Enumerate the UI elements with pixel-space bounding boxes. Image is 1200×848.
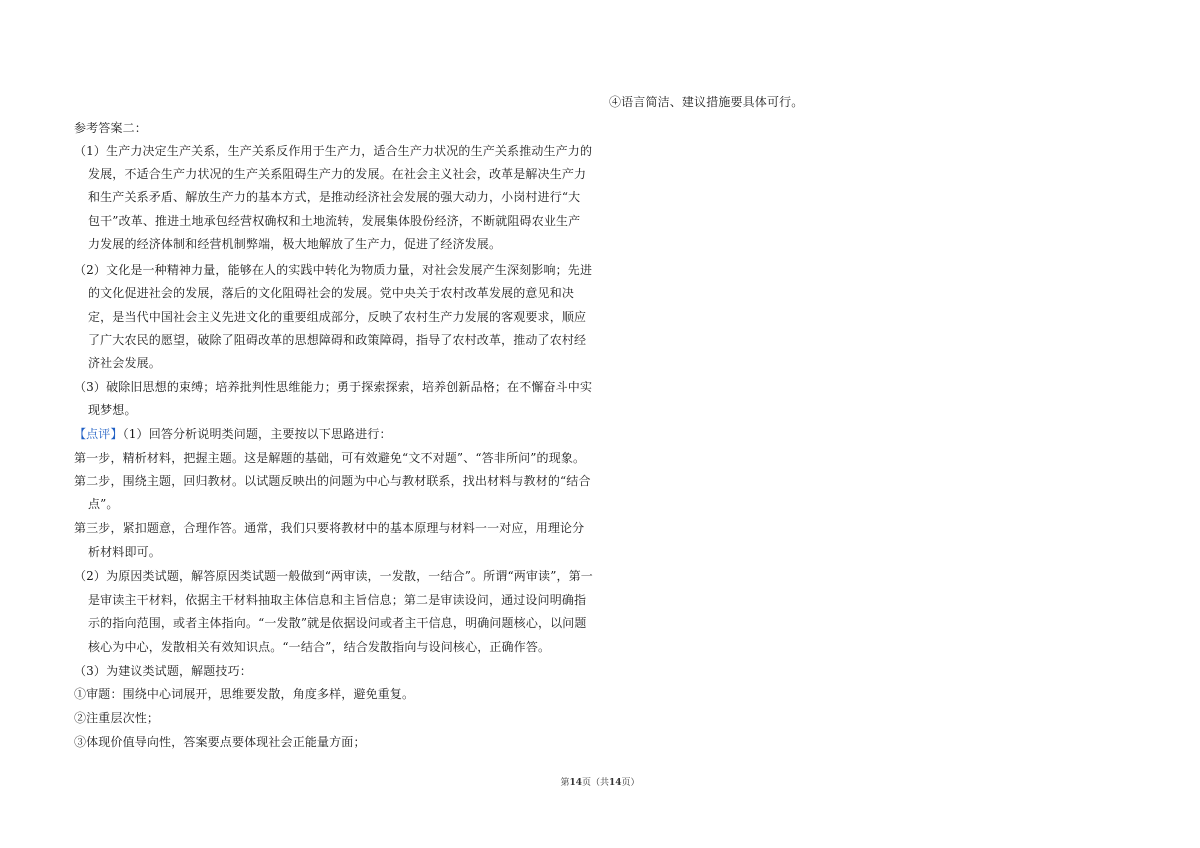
answer-p3-line: （3）破除旧思想的束缚；培养批判性思维能力；勇于探索探索，培养创新品格；在不懈奋斗中实	[74, 380, 593, 394]
page-footer	[0, 775, 1200, 788]
answer-p3-line: 现梦想。	[88, 403, 137, 417]
page-number: 14	[569, 778, 582, 788]
comment-step3-line: 析材料即可。	[88, 545, 161, 559]
footer-mid: 页（共	[581, 778, 609, 788]
comment-p2-line: （2）为原因类试题，解答原因类试题一般做到“两审读，一发散，一结合”。所谓“两审读”，第一	[74, 569, 593, 583]
comment-tip-1: ①审题：围绕中心词展开，思维要发散，角度多样，避免重复。	[74, 687, 415, 701]
comment-step1: 第一步，精析材料，把握主题。这是解题的基础，可有效避免“文不对题”、“答非所问”的现象。	[74, 451, 586, 465]
footer-prefix: 第	[560, 778, 570, 788]
answer-p1-line: （1）生产力决定生产关系，生产关系反作用于生产力，适合生产力状况的生产关系推动生产力的	[74, 144, 593, 158]
answer-p1-line: 和生产关系矛盾、解放生产力的基本方式，是推动经济社会发展的强大动力，小岗村进行“大	[88, 190, 581, 204]
answer-p1-line: 包干”改革、推进土地承包经营权确权和土地流转，发展集体股份经济，不断就阻碍农业生产	[88, 214, 581, 228]
answer-p1-line: 力发展的经济体制和经营机制弊端，极大地解放了生产力，促进了经济发展。	[88, 237, 502, 251]
comment-step2-line: 第二步，围绕主题，回归教材。以试题反映出的问题为中心与教材联系，找出材料与教材的“结合	[74, 474, 591, 488]
answer-p2-line: 的文化促进社会的发展，落后的文化阻碍社会的发展。党中央关于农村改革发展的意见和决	[88, 286, 575, 300]
comment-tip-2: ②注重层次性；	[74, 711, 160, 725]
comment-p2-line: 核心为中心，发散相关有效知识点。“一结合”，结合发散指向与设问核心，正确作答。	[88, 640, 551, 654]
comment-p3: （3）为建议类试题，解题技巧：	[74, 664, 252, 678]
suggestion-item-4: ④语言简洁、建议措施要具体可行。	[609, 95, 804, 109]
comment-tip-3: ③体现价值导向性，答案要点要体现社会正能量方面；	[74, 735, 366, 749]
answer-p2-line: 济社会发展。	[88, 356, 161, 370]
comment-intro-line	[74, 426, 392, 442]
footer-suffix: 页）	[621, 778, 640, 788]
comment-step3-line: 第三步，紧扣题意，合理作答。通常，我们只要将教材中的基本原理与材料一一对应，用理论分	[74, 521, 585, 535]
answer-p2-line: （2）文化是一种精神力量，能够在人的实践中转化为物质力量，对社会发展产生深刻影响；先进	[74, 263, 593, 277]
total-pages: 14	[609, 778, 622, 788]
answer-p2-line: 了广大农民的愿望，破除了阻碍改革的思想障碍和政策障碍，指导了农村改革，推动了农村经	[88, 333, 587, 347]
answer-p2-line: 定，是当代中国社会主义先进文化的重要组成部分，反映了农村生产力发展的客观要求，顺应	[88, 310, 587, 324]
comment-tag: 【点评】	[74, 427, 123, 441]
comment-p2-line: 是审读主干材料，依据主干材料抽取主体信息和主旨信息；第二是审读设问，通过设问明确指	[88, 593, 587, 607]
answer-heading: 参考答案二：	[74, 121, 147, 135]
comment-step2-line: 点”。	[88, 497, 119, 511]
answer-p1-line: 发展，不适合生产力状况的生产关系阻碍生产力的发展。在社会主义社会，改革是解决生产力	[88, 167, 587, 181]
comment-p2-line: 示的指向范围，或者主体指向。“一发散”就是依据设问或者主干信息，明确问题核心，以问题	[88, 616, 587, 630]
comment-intro: （1）回答分析说明类问题，主要按以下思路进行：	[122, 427, 392, 441]
